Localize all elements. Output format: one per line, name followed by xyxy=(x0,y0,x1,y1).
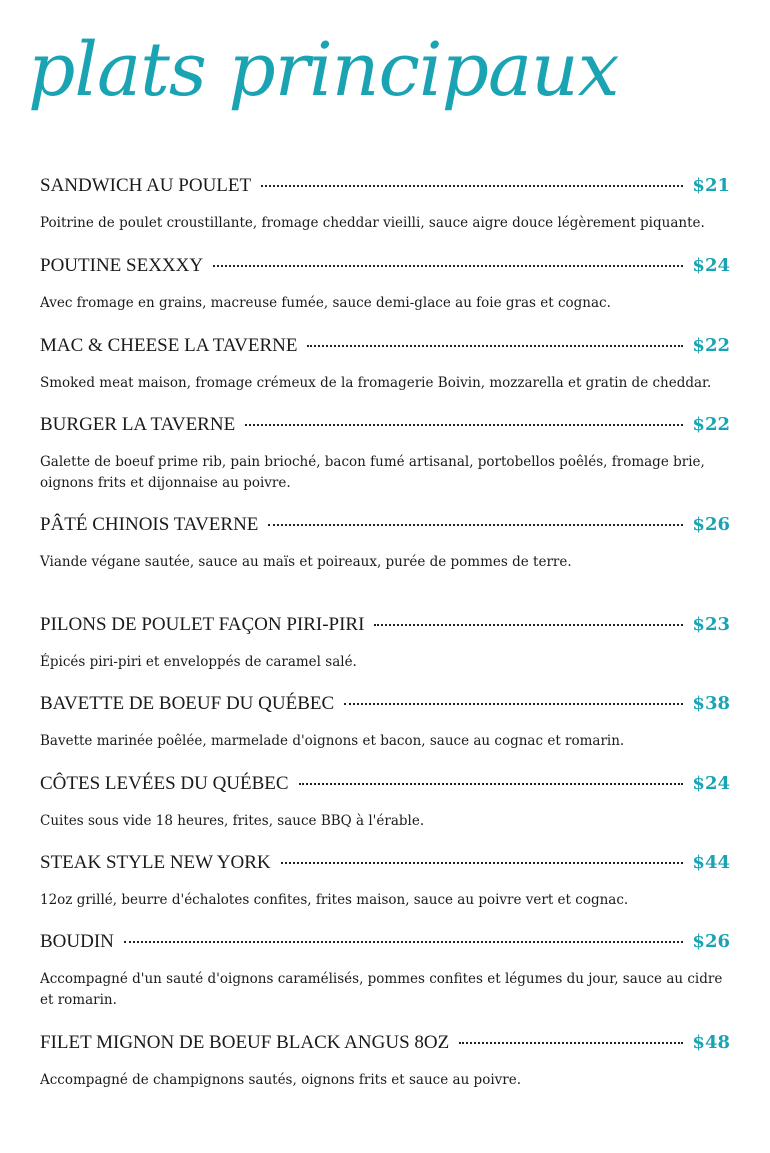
menu-item-description: Smoked meat maison, fromage crémeux de la fromagerie Boivin, mozzarella et gratin de cheddar. xyxy=(40,375,712,391)
menu-item-description: Accompagné de champignons sautés, oignons frits et sauce au poivre. xyxy=(40,1072,522,1088)
menu-item-price: $24 xyxy=(692,255,730,276)
menu-item-header xyxy=(40,852,730,882)
menu-item xyxy=(40,614,730,693)
menu-item-price: $24 xyxy=(692,773,730,794)
menu-item-description: Avec fromage en grains, macreuse fumée, sauce demi-glace au foie gras et cognac. xyxy=(40,295,611,311)
menu-item-header xyxy=(40,931,730,961)
menu-item-name: BOUDIN xyxy=(40,931,114,952)
menu-item-name: FILET MIGNON DE BOEUF BLACK ANGUS 8OZ xyxy=(40,1032,450,1053)
menu-item-description: Accompagné d'un sauté d'oignons caramélisés, pommes confites et légumes du jour, sauce au cidre et romarin. xyxy=(40,971,723,1008)
menu-item-header xyxy=(40,614,730,644)
menu-item-description: 12oz grillé, beurre d'échalotes confites, frites maison, sauce au poivre vert et cognac. xyxy=(40,892,629,908)
dotted-leader xyxy=(213,265,683,267)
menu-item xyxy=(40,773,730,852)
menu-item-price: $23 xyxy=(692,614,730,635)
menu-item-header xyxy=(40,693,730,723)
menu-list xyxy=(40,175,730,1112)
menu-item-name: MAC & CHEESE LA TAVERNE xyxy=(40,335,298,356)
menu-item-header xyxy=(40,773,730,803)
menu-item-name: POUTINE SEXXXY xyxy=(40,255,204,276)
menu-item-header xyxy=(40,414,730,444)
menu-item-name: BURGER LA TAVERNE xyxy=(40,414,236,435)
dotted-leader xyxy=(245,424,683,426)
menu-item-price: $44 xyxy=(692,852,730,873)
menu-item-name: STEAK STYLE NEW YORK xyxy=(40,852,271,873)
menu-item-description: Bavette marinée poêlée, marmelade d'oignons et bacon, sauce au cognac et romarin. xyxy=(40,733,625,749)
dotted-leader xyxy=(268,524,683,526)
dotted-leader xyxy=(261,185,683,187)
menu-item-description: Viande végane sautée, sauce au maïs et poireaux, purée de pommes de terre. xyxy=(40,554,572,570)
dotted-leader xyxy=(459,1042,683,1044)
menu-item-header xyxy=(40,255,730,285)
menu-item-header xyxy=(40,335,730,365)
menu-item-price: $26 xyxy=(692,931,730,952)
menu-item-name: PILONS DE POULET FAÇON PIRI-PIRI xyxy=(40,614,365,635)
menu-item-price: $48 xyxy=(692,1032,730,1053)
menu-item-price: $22 xyxy=(692,414,730,435)
menu-item xyxy=(40,852,730,931)
menu-item-name: CÔTES LEVÉES DU QUÉBEC xyxy=(40,773,289,794)
menu-item xyxy=(40,514,730,614)
menu-item-name: PÂTÉ CHINOIS TAVERNE xyxy=(40,514,259,535)
menu-item xyxy=(40,175,730,255)
menu-item xyxy=(40,1032,730,1112)
dotted-leader xyxy=(124,941,684,943)
dotted-leader xyxy=(307,345,683,347)
menu-item-price: $38 xyxy=(692,693,730,714)
menu-item xyxy=(40,255,730,335)
menu-item-price: $26 xyxy=(692,514,730,535)
menu-item-name: BAVETTE DE BOEUF DU QUÉBEC xyxy=(40,693,335,714)
menu-item xyxy=(40,693,730,773)
dotted-leader xyxy=(299,783,684,785)
menu-item-price: $22 xyxy=(692,335,730,356)
menu-item-header xyxy=(40,514,730,544)
menu-item-description: Galette de boeuf prime rib, pain brioché, bacon fumé artisanal, portobellos poêlés, fromage brie, oignons frits et dijonnaise au poivre. xyxy=(40,454,705,491)
menu-item xyxy=(40,931,730,1032)
menu-item-header xyxy=(40,1032,730,1062)
menu-item-price: $21 xyxy=(692,175,730,196)
menu-title: plats principaux xyxy=(28,27,619,113)
menu-item-description: Cuites sous vide 18 heures, frites, sauce BBQ à l'érable. xyxy=(40,813,425,829)
menu-item xyxy=(40,335,730,414)
menu-item-description: Épicés piri-piri et enveloppés de caramel salé. xyxy=(40,654,357,670)
menu-item xyxy=(40,414,730,514)
menu-item-header xyxy=(40,175,730,205)
dotted-leader xyxy=(374,624,683,626)
menu-item-description: Poitrine de poulet croustillante, fromage cheddar vieilli, sauce aigre douce légèrement piquante. xyxy=(40,215,705,231)
dotted-leader xyxy=(281,862,684,864)
menu-item-name: SANDWICH AU POULET xyxy=(40,175,252,196)
dotted-leader xyxy=(344,703,683,705)
